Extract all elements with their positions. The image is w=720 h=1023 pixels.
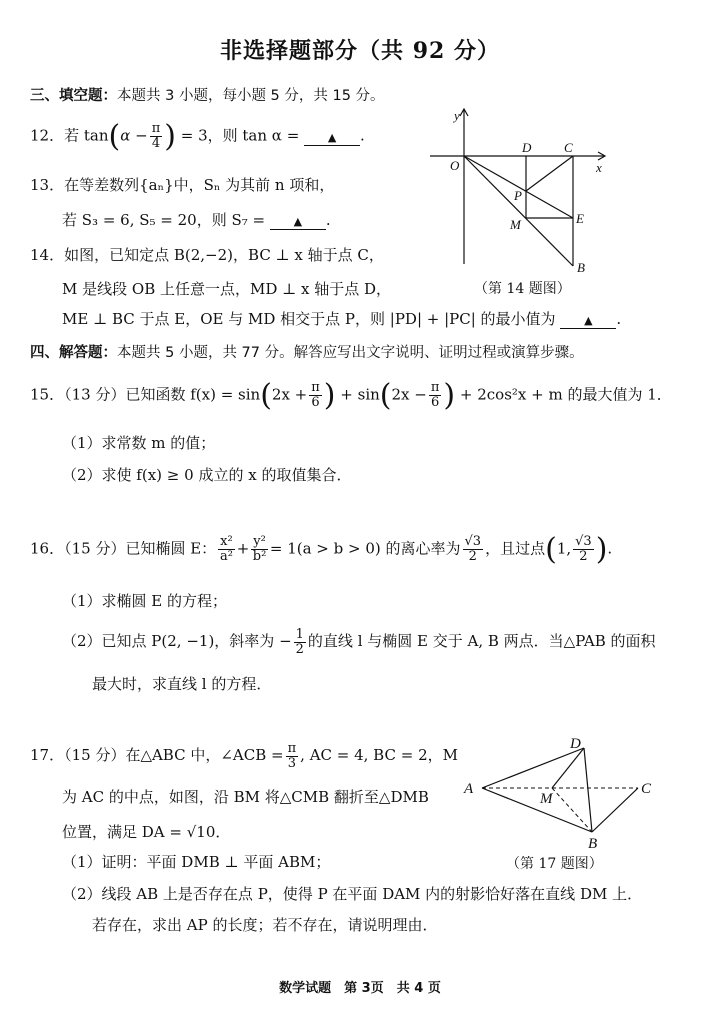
q16-x-frac: $\frac{\text{x²}}{\text{a²}}$ [219,534,233,564]
q16-slope-frac: $\frac{1}{2}$ [295,627,304,657]
question-14-line3: ME ⊥ BC 于点 E，OE 与 MD 相交于点 P，则 |PD| + |PC| 的最小值为 ▲ . [62,310,622,328]
figure-14 [426,106,616,278]
segment-AB [482,788,592,832]
q13-number: 13． [30,176,65,194]
label-C: C [564,140,573,155]
q12-answer-blank[interactable]: ▲ [304,131,360,146]
q13-line2: 若 S₃ = 6, S₅ = 20，则 S₇ = [62,211,266,229]
label-y: y [454,108,460,123]
q12-number: 12． [30,126,65,145]
q17-part1: （1）证明：平面 DMB ⊥ 平面 ABM； [62,853,331,871]
label-M: M [510,217,521,232]
q17-part2: （2）线段 AB 上是否存在点 P，使得 P 在平面 DAM 内的射影恰好落在直线 DM 上． [62,885,643,903]
q12-mid: = 3，则 tan α = [180,126,300,145]
section3-desc: 本题共 3 小题，每小题 5 分，共 15 分。 [117,88,385,104]
q14-line3: ME ⊥ BC 于点 E，OE 与 MD 相交于点 P，则 |PD| + |PC| 的最小值为 [62,310,556,328]
q12-pre: 若 tan [64,126,109,145]
figure-14-caption: （第 14 题图） [474,281,571,297]
segment-DB [584,748,592,832]
q16-point-frac: $\frac{√3}{2}$ [575,534,592,564]
q16-y-frac: $\frac{\text{y²}}{\text{b²}}$ [252,534,267,564]
question-15-stem: 15．（13 分）已知函数 f(x) = sin(2x + $\frac{\pi}{6}$ ) + sin(2x − $\frac{\pi}{6}$ ) + 2cos²x + m 的最大值为 1． [30,378,672,413]
question-14-line2: M 是线段 OB 上任意一点，MD ⊥ x 轴于点 D， [62,280,392,298]
q15-frac-1: $\frac{\pi}{6}$ [311,380,320,410]
figure-17 [460,734,660,852]
q13-answer-blank[interactable]: ▲ [270,215,326,230]
section4-heading [30,341,584,362]
question-17-line1: 17．（15 分）在△ABC 中，∠ACB = $\frac{\pi}{3}$ , AC = 4, BC = 2，M [30,741,458,771]
page-footer: 数学试题 第 3页 共 4 页 [279,981,441,996]
q14-answer-blank[interactable]: ▲ [560,314,616,329]
question-12: 12．若 tan(α − $\frac{\pi}{4}$ ) = 3，则 tan α = ▲ . [30,119,365,154]
question-16-stem: 16．（15 分）已知椭圆 E： $\frac{\text{x²}}{\text{a²}}$ + $\frac{\text{y²}}{\text{b²}}$ = 1(a > b > 0) 的离心率为 $\frac{√3}{2}$ ，且过点(1, $\frac{√3}{2}$ ). [30,532,613,567]
q15-head: 15．（13 分）已知函数 f(x) = sin [30,385,261,404]
segment-OE [464,156,573,218]
label-D: D [570,736,581,752]
q15-frac-2: $\frac{\pi}{6}$ [430,380,440,410]
section3-label: 三、填空题： [30,88,117,104]
question-17-line3: 位置，满足 DA = √10． [62,823,231,841]
q16-part1: （1）求椭圆 E 的方程； [62,592,228,610]
figure-17-caption: （第 17 题图） [506,856,603,872]
section3-heading [30,84,385,105]
question-14-line1 [30,244,384,265]
q16-ecc-frac: $\frac{√3}{2}$ [464,534,482,564]
q16-part2-line2: 最大时，求直线 l 的方程． [92,675,272,693]
question-13-line2: 若 S₃ = 6, S₅ = 20，则 S₇ = ▲ . [62,211,331,229]
page-title: 非选择题部分（共 92 分） [220,38,500,64]
label-O: O [450,158,460,173]
q15-tail: + 2cos²x + m 的最大值为 1． [459,385,672,404]
section4-label: 四、解答题： [30,345,117,361]
label-B: B [588,836,598,852]
q13-line1: 在等差数列{aₙ}中，Sₙ 为其前 n 项和， [64,176,335,194]
q15-part1: （1）求常数 m 的值； [62,434,216,452]
segment-BC [592,788,638,832]
q16-part2: （2）已知点 P(2, −1)，斜率为 − $\frac{1}{2}$ 的直线 l 与椭圆 E 交于 A, B 两点．当△PAB 的面积 [62,627,656,657]
segment-MB [552,788,592,832]
label-C: C [641,781,652,797]
segment-PC [526,156,573,191]
label-E: E [576,211,584,226]
label-B: B [577,260,585,275]
q17-angle-frac: $\frac{\pi}{3}$ [287,741,297,771]
label-M: M [540,791,553,807]
q12-fraction: $\frac{\pi}{4}$ [151,121,161,151]
q14-number: 14． [30,246,65,264]
q16-head: 16．（15 分）已知椭圆 E： [30,539,217,558]
question-17-line2: 为 AC 的中点，如图，沿 BM 将△CMB 翻折至△DMB [62,788,429,806]
label-D: D [522,140,532,155]
q15-part2: （2）求使 f(x) ≥ 0 成立的 x 的取值集合． [62,466,352,484]
label-A: A [464,781,474,797]
question-13-line1 [30,174,334,195]
label-x: x [596,160,602,175]
q17-part2-line2: 若存在，求出 AP 的长度；若不存在，请说明理由． [92,916,438,934]
segment-OB [464,156,573,266]
label-P: P [514,188,522,203]
section4-desc: 本题共 5 小题，共 77 分。解答应写出文字说明、证明过程或演算步骤。 [117,345,584,361]
q14-line1: 如图，已知定点 B(2,−2)，BC ⊥ x 轴于点 C， [64,246,384,264]
